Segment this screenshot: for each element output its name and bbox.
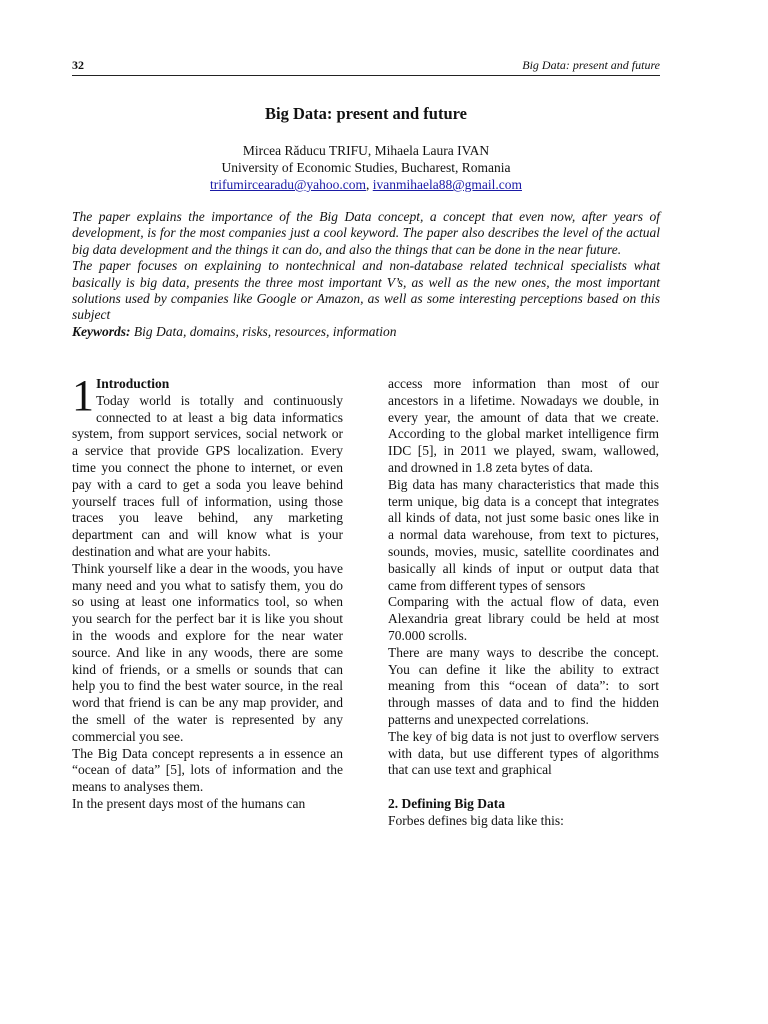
intro-paragraph-5: Big data has many characteristics that made this term unique, big data is a concept that integrates all kinds of data, not just some basic ones like in a normal data warehouse, from text to pictures, sounds, movies, music, satellite coordinates and basically all kinds of input or output data that came from different types of sensors	[388, 476, 659, 593]
abstract-paragraph-2: The paper focuses on explaining to nontechnical and non-database related technical specialists what basically is big data, presents the three most important V’s, as well as the new ones, the most important solutions used by companies like Google or Amazon, as well as some interesting perceptions based on this subject	[72, 258, 660, 323]
intro-paragraph-8: The key of big data is not just to overflow servers with data, but use different types of algorithms that can use text and graphical	[388, 728, 659, 778]
intro-paragraph-6: Comparing with the actual flow of data, even Alexandria great library could be held at most 70.000 scrolls.	[388, 594, 659, 643]
left-column	[72, 371, 343, 813]
abstract	[72, 209, 660, 340]
author-emails	[72, 176, 660, 193]
email-link-2[interactable]: ivanmihaela88@gmail.com	[372, 177, 522, 192]
intro-paragraph-4-continued: access more information than most of our ancestors in a lifetime. Nowadays we double, in every year, the amount of data that we create. According to the global market intelligence firm IDC [5], in 2011 we played, swam, wallowed, and drowned in 1.8 zeta bytes of data.	[388, 376, 659, 475]
intro-paragraph-4: In the present days most of the humans can	[72, 795, 306, 811]
section-number-dropcap: 1	[72, 371, 94, 420]
intro-paragraph-2: Think yourself like a dear in the woods, you have many need and you what to satisfy them, you do so using at least one informatics tool, so when you search for the perfect bar it is like you shout in the woods and explore for the near water source. And like in any woods, there are some kind of friends, or a smells or sounds that can help you to find the best water source, in the real word that friend is can be any map provider, and the smell of the water is represented by any commercial you see.	[72, 560, 343, 744]
running-header	[72, 58, 660, 76]
section-heading-defining-big-data: 2. Defining Big Data	[388, 796, 506, 812]
abstract-paragraph-1: The paper explains the importance of the Big Data concept, a concept that even now, after years of development, is for the most companies just a cool keyword. The paper also describes the level of the actual big data development and the things it can do, and also the things that can be done in the near future.	[72, 209, 660, 257]
author-names: Mircea Răducu TRIFU, Mihaela Laura IVAN	[242, 143, 490, 158]
intro-block	[72, 371, 343, 561]
section-heading-introduction: Introduction	[96, 376, 170, 391]
paper-title: Big Data: present and future	[265, 104, 467, 123]
keywords-label: Keywords:	[72, 323, 131, 339]
author-block	[72, 142, 660, 193]
intro-paragraph-7: There are many ways to describe the concept. You can define it like the ability to extract meaning from this “ocean of data”: to sort through masses of data and to find the hidden patterns and unexpected correlations.	[388, 644, 659, 727]
page-number: 32	[72, 58, 84, 72]
email-separator: ,	[365, 177, 373, 192]
email-link-1[interactable]: trifumircearadu@yahoo.com	[209, 177, 366, 192]
keywords-line	[72, 324, 660, 340]
keywords-list: Big Data, domains, risks, resources, information	[130, 323, 397, 339]
running-title: Big Data: present and future	[522, 58, 660, 72]
intro-paragraph-3: The Big Data concept represents a in essence an “ocean of data” [5], lots of information and the means to analyses them.	[72, 745, 343, 795]
author-affiliation: University of Economic Studies, Bucharest, Romania	[221, 160, 511, 175]
section2-paragraph-1: Forbes defines big data like this:	[388, 812, 564, 828]
section-spacer	[388, 779, 659, 796]
right-column	[388, 376, 659, 830]
intro-paragraph-1: Today world is totally and continuously connected to at least a big data informatics system, from support services, social network or a service that provide GPS localization. Every time you connect the phone to internet, or even pay with a card to get a soda you leave behind yourself traces full of information, using those traces you leave behind, any marketing department can and will know what is your destination and what are your habits.	[72, 392, 343, 559]
